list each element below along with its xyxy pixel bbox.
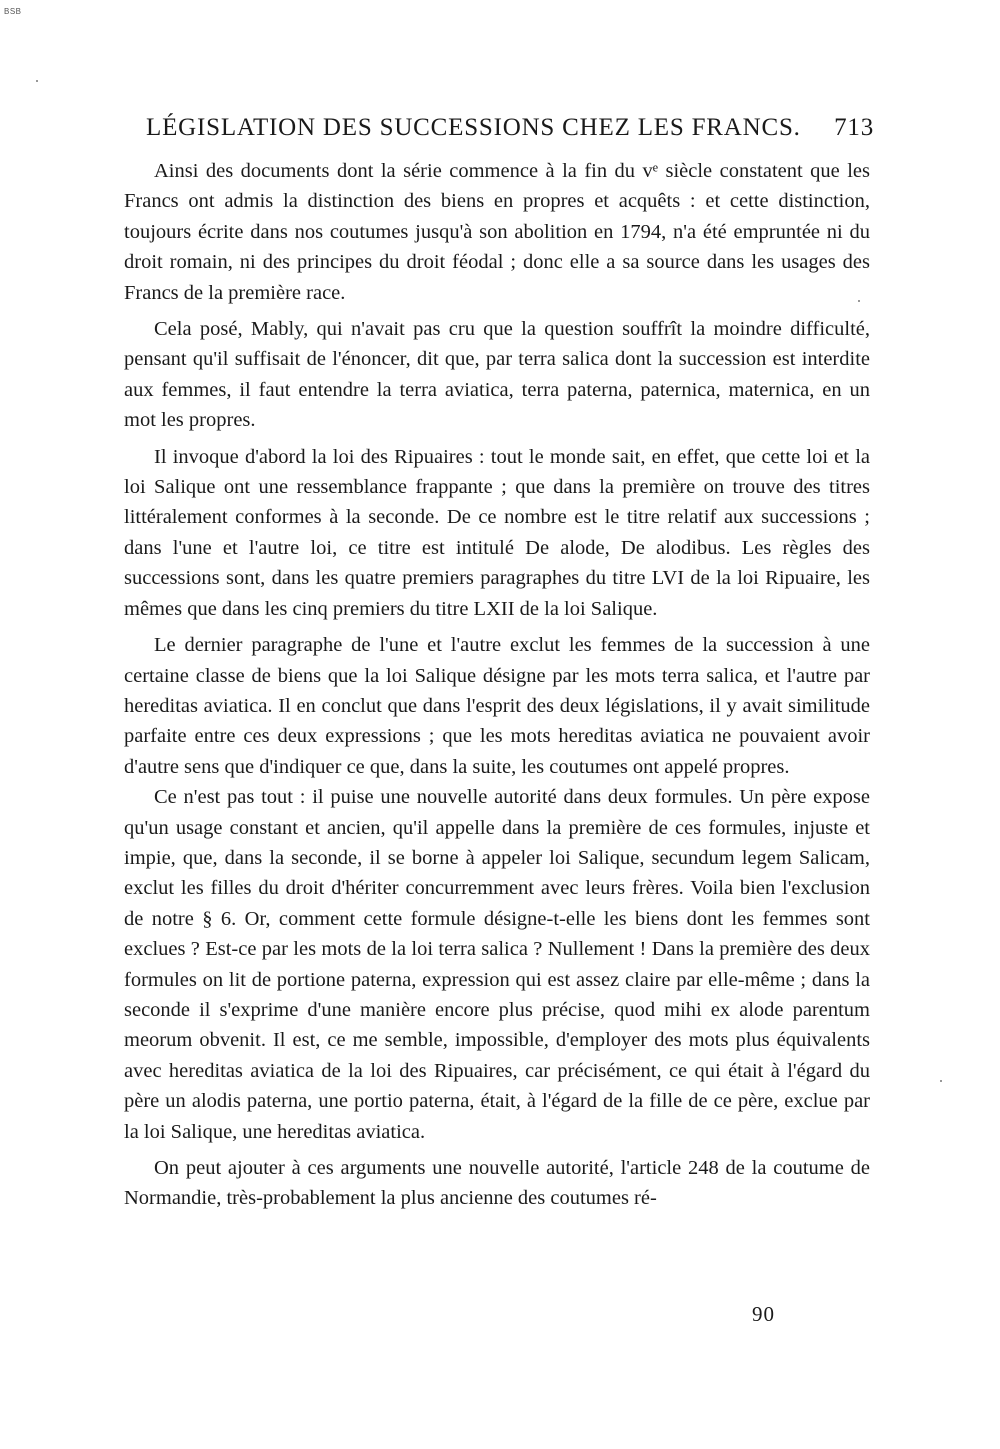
paragraph-6: On peut ajouter à ces arguments une nouvelle autorité, l'article 248 de la coutume de Normandie, très-probablement la plus ancienne des coutumes ré- (124, 1157, 870, 1210)
scan-speck (36, 80, 38, 82)
paragraph-2: Cela posé, Mably, qui n'avait pas cru que la question souffrît la moindre difficulté, pensant qu'il suffisait de l'énoncer, dit que, par terra salica dont la succession est interdite aux femmes, il faut entendre la terra aviatica, terra paterna, paternica, maternica, en un mot les propres. (124, 318, 870, 432)
paragraph-4: Le dernier paragraphe de l'une et l'autre exclut les femmes de la succession à une certaine classe de biens que la loi Salique désigne par les mots terra salica, et l'autre par hereditas aviatica. Il en conclut que dans l'esprit des deux législations, il y avait similitude parfaite entre ces deux expressions ; que les mots hereditas aviatica ne pouvaient avoir d'autre sens que d'indiquer ce que, dans la suite, les coutumes ont appelé propres. (124, 634, 870, 778)
running-header (146, 114, 874, 154)
scan-speck (858, 300, 860, 302)
page-number: 713 (834, 114, 874, 141)
signature-mark: 90 (752, 1302, 775, 1326)
main-text (124, 156, 870, 1214)
paragraph-1: Ainsi des documents dont la série commence à la fin du vᵉ siècle constatent que les Francs ont admis la distinction des biens en propres et acquêts : et cette distinction, toujours écrite dans nos coutumes jusqu'à son abolition en 1794, n'a été empruntée ni du droit romain, ni des principes du droit féodal ; donc elle a sa source dans les usages des Francs de la première race. (124, 160, 870, 304)
paragraph-3: Il invoque d'abord la loi des Ripuaires : tout le monde sait, en effet, que cette loi et la loi Salique ont une ressemblance frappante ; que dans la première on trouve des titres littéralement conformes à la seconde. De ce nombre est le titre relatif aux successions ; dans l'une et l'autre loi, ce titre est intitulé De alode, De alodibus. Les règles des successions sont, dans les quatre premiers paragraphes du titre LVI de la loi Ripuaire, les mêmes que dans les cinq premiers du titre LXII de la loi Salique. (124, 445, 870, 620)
paragraph-5: Ce n'est pas tout : il puise une nouvelle autorité dans deux formules. Un père expose qu'un usage constant et ancien, qu'il appelle dans la première de ces formules, injuste et impie, que, dans la seconde, il se borne à appeler loi Salique, secundum legem Salicam, exclut les filles du droit d'hériter concurremment avec leurs frères. Voila bien l'exclusion de notre § 6. Or, comment cette formule désigne-t-elle les biens dont les femmes sont exclues ? Est-ce par les mots de la loi terra salica ? Nullement ! Dans la première des deux formules on lit de portione paterna, expression qui est assez claire par elle-même ; dans la seconde il s'exprime d'une manière encore plus précise, quod mihi ex alode parentum meorum obvenit. Il est, ce me semble, impossible, d'employer des mots plus équivalents avec hereditas aviatica de la loi des Ripuaires, car précisément, ce qui était à l'égard du père un alodis paterna, une portio paterna, était, à l'égard de la fille de ce père, exclue par la loi Salique, une hereditas aviatica. (124, 786, 870, 1143)
running-title: LÉGISLATION DES SUCCESSIONS CHEZ LES FRANCS. (146, 114, 801, 141)
library-stamp: BSB (4, 7, 22, 16)
scan-speck (940, 1080, 942, 1082)
